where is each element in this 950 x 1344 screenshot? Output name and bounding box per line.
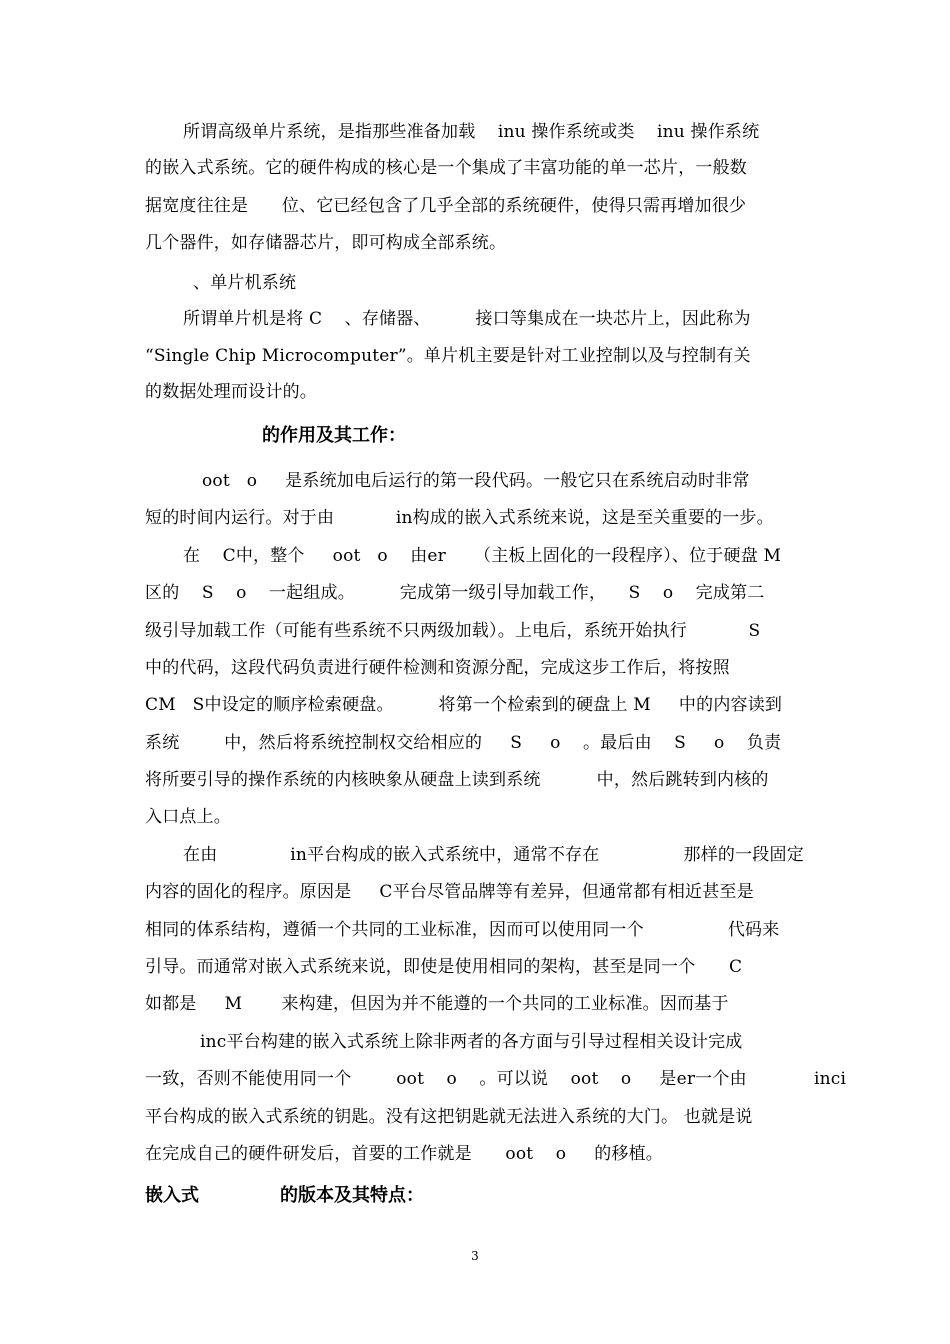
- paragraph-4-line-4: 引导。而通常对嵌入式系统来说，即使是使用相同的架构，甚至是同一个 C: [145, 957, 743, 977]
- paragraph-4-line-9: 在完成自己的硬件研发后，首要的工作就是 oot o 的移植。: [145, 1144, 663, 1164]
- section-heading-embedded-prefix: 嵌入式: [145, 1185, 199, 1206]
- paragraph-3-line-4: 区的 S o 一起组成。 完成第一级引导加载工作， S o 完成第二: [145, 583, 765, 603]
- page-number: 3: [471, 1249, 479, 1263]
- paragraph-3-line-7: CM S中设定的顺序检索硬盘。 将第一个检索到的硬盘上 M 中的内容读到: [145, 695, 783, 715]
- section-heading-role-and-work: 的作用及其工作：: [262, 425, 406, 446]
- paragraph-3-line-3: 在 C中，整个 oot o 由er （主板上固化的一段程序）、位于硬盘 M: [183, 546, 782, 566]
- paragraph-1-line-2: 的嵌入式系统。它的硬件构成的核心是一个集成了丰富功能的单一芯片，一般数: [145, 158, 747, 178]
- paragraph-3-line-1: oot o 是系统加电后运行的第一段代码。一般它只在系统启动时非常: [202, 471, 750, 491]
- paragraph-4-line-1: 在由 in平台构成的嵌入式系统中，通常不存在 那样的一段固定: [183, 845, 804, 865]
- paragraph-4-line-5: 如都是 M 来构建，但因为并不能遵的一个共同的工业标准。因而基于: [145, 994, 729, 1014]
- paragraph-2-line-3: 的数据处理而设计的。: [145, 382, 317, 402]
- paragraph-2-line-1: 所谓单片机是将 C 、存储器、 接口等集成在一块芯片上，因此称为: [183, 309, 751, 329]
- paragraph-1-line-1: 所谓高级单片系统，是指那些准备加载 inu 操作系统或类 inu 操作系统: [183, 122, 760, 142]
- paragraph-3-line-6: 中的代码，这段代码负责进行硬件检测和资源分配，完成这步工作后，将按照: [145, 658, 730, 678]
- paragraph-3-line-5: 级引导加载工作（可能有些系统不只两级加载）。上电后，系统开始执行 S: [145, 621, 761, 641]
- paragraph-4-line-7: 一致，否则不能使用同一个 oot o 。可以说 oot o 是er一个由 inci: [145, 1069, 847, 1089]
- paragraph-2-line-2: “Single Chip Microcomputer”。单片机主要是针对工业控制以及与控制有关: [145, 346, 751, 366]
- section-heading-versions-and-features: 的版本及其特点：: [280, 1185, 424, 1206]
- paragraph-1-line-4: 几个器件，如存储器芯片，即可构成全部系统。: [145, 233, 507, 253]
- paragraph-3-line-2: 短的时间内运行。对于由 in构成的嵌入式系统来说，这是至关重要的一步。: [145, 508, 774, 528]
- paragraph-4-line-8: 平台构成的嵌入式系统的钥匙。没有这把钥匙就无法进入系统的大门。 也就是说: [145, 1107, 753, 1127]
- paragraph-3-line-9: 将所要引导的操作系统的内核映象从硬盘上读到系统 中，然后跳转到内核的: [145, 770, 769, 790]
- paragraph-4-line-6: inc平台构建的嵌入式系统上除非两者的各方面与引导过程相关设计完成: [200, 1032, 743, 1052]
- paragraph-1-line-3: 据宽度往往是 位、它已经包含了几乎全部的系统硬件，使得只需再增加很少: [145, 196, 747, 216]
- paragraph-4-line-2: 内容的固化的程序。原因是 C平台尽管品牌等有差异，但通常都有相近甚至是: [145, 882, 754, 902]
- paragraph-4-line-3: 相同的体系结构，遵循一个共同的工业标准，因而可以使用同一个 代码来: [145, 920, 780, 940]
- paragraph-3-line-8: 系统 中，然后将系统控制权交给相应的 S o 。最后由 S o 负责: [145, 733, 782, 753]
- subheading-single-chip-system: 、单片机系统: [193, 273, 297, 293]
- paragraph-3-line-10: 入口点上。: [145, 807, 231, 827]
